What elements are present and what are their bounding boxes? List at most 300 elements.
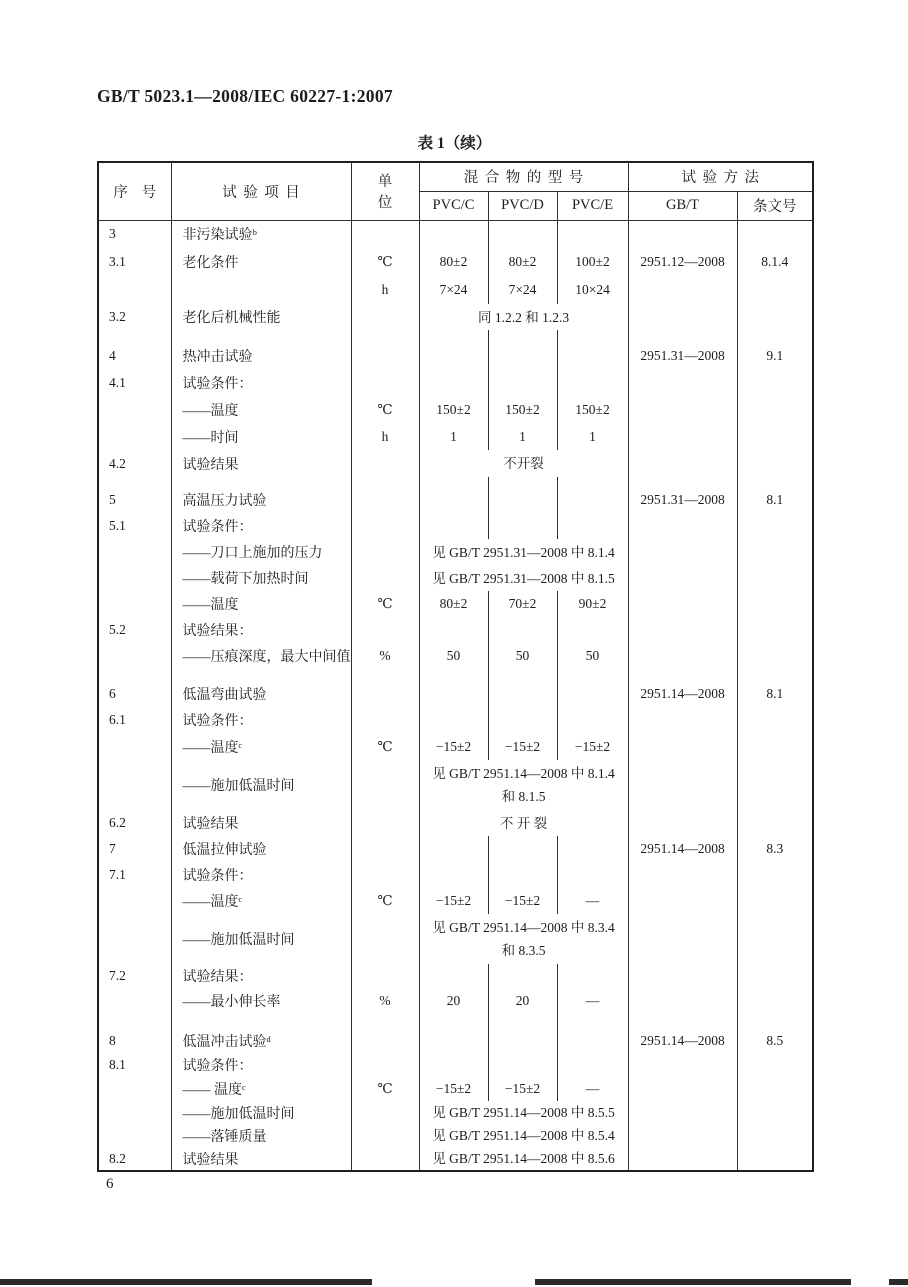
cell-pvc-d [488, 342, 557, 369]
cell-pvc-c [419, 1014, 488, 1028]
cell-pvc-e: 150±2 [557, 396, 628, 423]
cell-item: 老化后机械性能 [171, 304, 351, 330]
cell-unit [351, 1053, 419, 1077]
cell-gbt [628, 1053, 737, 1077]
cell-pvc-c [419, 487, 488, 513]
cell-pvc-d [488, 220, 557, 248]
cell-seq [98, 396, 171, 423]
cell-gbt [628, 810, 737, 836]
cell-pvc-d: −15±2 [488, 733, 557, 760]
cell-clause [737, 1077, 813, 1101]
table-header [98, 162, 813, 220]
cell-item: ——温度ᶜ [171, 733, 351, 760]
cell-pvc-e [557, 707, 628, 733]
cell-pvc-e [557, 220, 628, 248]
cell-gbt [628, 513, 737, 539]
cell-gbt [628, 330, 737, 342]
cell-gbt: 2951.31—2008 [628, 342, 737, 369]
table-row [98, 617, 813, 643]
cell-seq: 8.1 [98, 1053, 171, 1077]
cell-item: ——压痕深度，最大中间值 [171, 643, 351, 669]
table-row [98, 591, 813, 617]
cell-seq: 8 [98, 1028, 171, 1053]
cell-unit [351, 565, 419, 591]
scan-artifact-bar [889, 1279, 908, 1285]
cell-pvc-c: 150±2 [419, 396, 488, 423]
table-row [98, 810, 813, 836]
cell-unit [351, 810, 419, 836]
cell-span-value: 同 1.2.2 和 1.2.3 [419, 304, 628, 330]
cell-unit [351, 1101, 419, 1124]
cell-unit [351, 1014, 419, 1028]
cell-gbt [628, 539, 737, 565]
cell-gbt [628, 1077, 737, 1101]
cell-clause [737, 450, 813, 477]
cell-item: 试验结果： [171, 617, 351, 643]
cell-unit [351, 617, 419, 643]
cell-seq: 7.2 [98, 964, 171, 988]
cell-pvc-d [488, 617, 557, 643]
cell-unit [351, 220, 419, 248]
cell-seq [98, 914, 171, 964]
cell-pvc-c: 80±2 [419, 248, 488, 276]
table-body [98, 220, 813, 1171]
table-row [98, 1124, 813, 1147]
table-row [98, 565, 813, 591]
cell-unit [351, 342, 419, 369]
cell-seq [98, 733, 171, 760]
cell-clause [737, 423, 813, 450]
cell-pvc-d [488, 669, 557, 681]
cell-pvc-c: 50 [419, 643, 488, 669]
scan-artifact-bar [535, 1279, 851, 1285]
cell-item: ——最小伸长率 [171, 988, 351, 1014]
cell-pvc-e: 10×24 [557, 276, 628, 304]
cell-unit: ℃ [351, 248, 419, 276]
cell-clause [737, 1124, 813, 1147]
cell-gbt [628, 862, 737, 888]
cell-pvc-d: 150±2 [488, 396, 557, 423]
cell-pvc-e [557, 1014, 628, 1028]
table-row [98, 1101, 813, 1124]
cell-item [171, 330, 351, 342]
table-row [98, 760, 813, 810]
cell-item: 试验结果 [171, 810, 351, 836]
cell-pvc-c: −15±2 [419, 733, 488, 760]
cell-span-value: 见 GB/T 2951.14—2008 中 8.5.5 [419, 1101, 628, 1124]
test-requirements-table [97, 161, 814, 1172]
cell-unit [351, 477, 419, 487]
cell-clause [737, 964, 813, 988]
cell-gbt [628, 369, 737, 396]
cell-item: 试验条件： [171, 513, 351, 539]
column-header-mixture-group: 混合物的型号 [419, 162, 628, 191]
table-row [98, 1147, 813, 1171]
table-row [98, 369, 813, 396]
cell-seq [98, 669, 171, 681]
cell-clause [737, 810, 813, 836]
cell-pvc-e: −15±2 [557, 733, 628, 760]
cell-seq: 4.1 [98, 369, 171, 396]
cell-item: 高温压力试验 [171, 487, 351, 513]
table-row [98, 450, 813, 477]
cell-pvc-e [557, 669, 628, 681]
column-header-gbt: GB/T [628, 191, 737, 220]
cell-pvc-e [557, 964, 628, 988]
cell-item [171, 1014, 351, 1028]
cell-item: ——刀口上施加的压力 [171, 539, 351, 565]
table-row [98, 964, 813, 988]
cell-unit [351, 862, 419, 888]
cell-seq [98, 643, 171, 669]
cell-seq [98, 330, 171, 342]
cell-gbt [628, 888, 737, 914]
cell-pvc-c [419, 513, 488, 539]
cell-pvc-c [419, 862, 488, 888]
cell-unit [351, 914, 419, 964]
cell-clause [737, 643, 813, 669]
cell-unit [351, 369, 419, 396]
cell-pvc-d [488, 369, 557, 396]
cell-pvc-d: 80±2 [488, 248, 557, 276]
cell-item: ——落锤质量 [171, 1124, 351, 1147]
cell-clause [737, 760, 813, 810]
cell-pvc-c: 80±2 [419, 591, 488, 617]
cell-clause [737, 276, 813, 304]
header-row-1 [98, 162, 813, 191]
cell-pvc-c: 7×24 [419, 276, 488, 304]
cell-gbt [628, 669, 737, 681]
cell-seq [98, 539, 171, 565]
cell-gbt [628, 1101, 737, 1124]
cell-unit: ℃ [351, 733, 419, 760]
table-row [98, 342, 813, 369]
cell-unit [351, 1028, 419, 1053]
table-row [98, 539, 813, 565]
cell-item: 试验条件： [171, 707, 351, 733]
cell-item: 非污染试验ᵇ [171, 220, 351, 248]
cell-item: —— 温度ᶜ [171, 1077, 351, 1101]
cell-item: ——温度 [171, 591, 351, 617]
cell-pvc-d [488, 1028, 557, 1053]
cell-clause [737, 591, 813, 617]
cell-pvc-e: — [557, 888, 628, 914]
table-row [98, 1028, 813, 1053]
cell-unit [351, 304, 419, 330]
cell-pvc-c: −15±2 [419, 1077, 488, 1101]
cell-pvc-e: 1 [557, 423, 628, 450]
cell-pvc-d: 7×24 [488, 276, 557, 304]
cell-item: 低温拉伸试验 [171, 836, 351, 862]
cell-gbt [628, 591, 737, 617]
cell-pvc-e [557, 1028, 628, 1053]
cell-seq [98, 423, 171, 450]
cell-item: 低温冲击试验ᵈ [171, 1028, 351, 1053]
cell-item: 试验条件： [171, 862, 351, 888]
cell-clause [737, 369, 813, 396]
cell-pvc-e [557, 1053, 628, 1077]
cell-unit [351, 1147, 419, 1171]
cell-pvc-d: 70±2 [488, 591, 557, 617]
cell-gbt [628, 1124, 737, 1147]
cell-item: ——施加低温时间 [171, 1101, 351, 1124]
cell-clause [737, 396, 813, 423]
cell-gbt [628, 304, 737, 330]
cell-unit: ℃ [351, 1077, 419, 1101]
table-row [98, 988, 813, 1014]
cell-gbt [628, 617, 737, 643]
table-row [98, 836, 813, 862]
cell-pvc-c: 1 [419, 423, 488, 450]
cell-unit [351, 539, 419, 565]
cell-pvc-d [488, 487, 557, 513]
cell-unit [351, 669, 419, 681]
cell-unit [351, 707, 419, 733]
cell-pvc-e [557, 369, 628, 396]
cell-gbt [628, 707, 737, 733]
cell-unit: h [351, 423, 419, 450]
column-header-clause: 条文号 [737, 191, 813, 220]
cell-pvc-e: — [557, 1077, 628, 1101]
cell-item: ——时间 [171, 423, 351, 450]
cell-pvc-d [488, 707, 557, 733]
cell-pvc-e [557, 487, 628, 513]
table-row [98, 248, 813, 276]
cell-seq [98, 565, 171, 591]
cell-gbt [628, 423, 737, 450]
cell-clause [737, 617, 813, 643]
cell-unit: % [351, 643, 419, 669]
cell-pvc-d [488, 1014, 557, 1028]
table-row [98, 276, 813, 304]
cell-pvc-d: −15±2 [488, 1077, 557, 1101]
cell-item [171, 477, 351, 487]
cell-item: ——温度 [171, 396, 351, 423]
table-row [98, 914, 813, 964]
cell-unit: ℃ [351, 591, 419, 617]
cell-gbt [628, 1147, 737, 1171]
cell-pvc-e [557, 617, 628, 643]
column-header-method-group: 试验方法 [628, 162, 813, 191]
cell-item: 试验条件： [171, 369, 351, 396]
cell-gbt [628, 396, 737, 423]
cell-clause [737, 862, 813, 888]
cell-gbt [628, 565, 737, 591]
table-row [98, 220, 813, 248]
cell-gbt [628, 733, 737, 760]
cell-span-value: 见 GB/T 2951.14—2008 中 8.1.4 和 8.1.5 [419, 760, 628, 810]
cell-unit [351, 681, 419, 707]
cell-pvc-d [488, 681, 557, 707]
cell-unit [351, 450, 419, 477]
spacer-row [98, 669, 813, 681]
cell-clause [737, 565, 813, 591]
cell-unit [351, 760, 419, 810]
cell-pvc-d [488, 477, 557, 487]
cell-clause [737, 914, 813, 964]
cell-seq [98, 1124, 171, 1147]
cell-pvc-c [419, 369, 488, 396]
table-row [98, 733, 813, 760]
cell-seq [98, 1077, 171, 1101]
table-row [98, 1077, 813, 1101]
cell-span-value: 不 开 裂 [419, 810, 628, 836]
cell-span-value: 见 GB/T 2951.31—2008 中 8.1.4 [419, 539, 628, 565]
cell-pvc-e: 100±2 [557, 248, 628, 276]
cell-seq: 4.2 [98, 450, 171, 477]
column-header-item: 试验项目 [171, 162, 351, 220]
cell-seq: 5.2 [98, 617, 171, 643]
cell-item: ——载荷下加热时间 [171, 565, 351, 591]
spacer-row [98, 1014, 813, 1028]
cell-unit: ℃ [351, 396, 419, 423]
cell-seq [98, 591, 171, 617]
cell-pvc-d: 1 [488, 423, 557, 450]
cell-pvc-d [488, 862, 557, 888]
cell-clause [737, 220, 813, 248]
cell-clause: 9.1 [766, 347, 784, 363]
cell-pvc-d [488, 513, 557, 539]
cell-seq: 3.2 [98, 304, 171, 330]
cell-unit: h [351, 276, 419, 304]
cell-span-value: 见 GB/T 2951.31—2008 中 8.1.5 [419, 565, 628, 591]
cell-pvc-e [557, 862, 628, 888]
cell-seq: 7 [98, 836, 171, 862]
cell-span-value: 见 GB/T 2951.14—2008 中 8.5.6 [419, 1147, 628, 1171]
cell-span-value: 见 GB/T 2951.14—2008 中 8.3.4 和 8.3.5 [419, 914, 628, 964]
cell-pvc-e: — [557, 988, 628, 1014]
cell-unit [351, 1124, 419, 1147]
cell-gbt: 2951.31—2008 [628, 487, 737, 513]
cell-clause [737, 888, 813, 914]
table-title: 表 1（续） [417, 135, 492, 152]
cell-seq [98, 1101, 171, 1124]
cell-gbt [628, 450, 737, 477]
cell-seq: 3 [98, 220, 171, 248]
column-header-unit: 单位 [351, 162, 419, 220]
cell-pvc-e: 50 [557, 643, 628, 669]
cell-pvc-d: 50 [488, 643, 557, 669]
cell-pvc-e [557, 836, 628, 862]
cell-unit [351, 330, 419, 342]
cell-pvc-d [488, 1053, 557, 1077]
cell-pvc-e [557, 681, 628, 707]
cell-seq: 6.2 [98, 810, 171, 836]
cell-pvc-c: 20 [419, 988, 488, 1014]
cell-clause [737, 669, 813, 681]
cell-gbt [628, 1014, 737, 1028]
cell-pvc-e [557, 513, 628, 539]
cell-seq: 5.1 [98, 513, 171, 539]
scan-artifact-bar [0, 1279, 372, 1285]
page-number: 6 [106, 1176, 114, 1192]
cell-unit [351, 513, 419, 539]
column-header-pvc-d: PVC/D [488, 191, 557, 220]
cell-pvc-c [419, 220, 488, 248]
cell-clause [737, 1053, 813, 1077]
cell-item: 老化条件 [171, 248, 351, 276]
cell-pvc-c [419, 681, 488, 707]
cell-pvc-e [557, 477, 628, 487]
cell-gbt [628, 914, 737, 964]
cell-gbt: 2951.14—2008 [628, 681, 737, 707]
cell-pvc-c [419, 1028, 488, 1053]
cell-unit [351, 964, 419, 988]
cell-clause [737, 513, 813, 539]
table-row [98, 888, 813, 914]
cell-clause: 8.1.4 [761, 254, 789, 269]
cell-item [171, 276, 351, 304]
cell-gbt [628, 760, 737, 810]
cell-pvc-e: 90±2 [557, 591, 628, 617]
table-row [98, 707, 813, 733]
table-row [98, 681, 813, 707]
cell-pvc-c [419, 477, 488, 487]
cell-clause [737, 330, 813, 342]
cell-seq: 7.1 [98, 862, 171, 888]
cell-clause [737, 304, 813, 330]
cell-pvc-c [419, 836, 488, 862]
cell-pvc-e [557, 342, 628, 369]
cell-pvc-d [488, 836, 557, 862]
table-row [98, 862, 813, 888]
document-code: GB/T 5023.1—2008/IEC 60227-1:2007 [97, 86, 393, 106]
cell-gbt: 2951.14—2008 [628, 836, 737, 862]
cell-unit: % [351, 988, 419, 1014]
cell-seq [98, 988, 171, 1014]
cell-seq [98, 477, 171, 487]
table-row [98, 396, 813, 423]
cell-seq: 6.1 [98, 707, 171, 733]
cell-seq: 6 [98, 681, 171, 707]
cell-pvc-c [419, 330, 488, 342]
cell-clause [737, 1101, 813, 1124]
cell-unit: ℃ [351, 888, 419, 914]
cell-pvc-c: −15±2 [419, 888, 488, 914]
cell-seq [98, 888, 171, 914]
cell-clause: 8.3 [766, 841, 784, 856]
cell-unit [351, 836, 419, 862]
cell-span-value: 见 GB/T 2951.14—2008 中 8.5.4 [419, 1124, 628, 1147]
table-row [98, 487, 813, 513]
table-row [98, 304, 813, 330]
cell-pvc-c [419, 964, 488, 988]
column-header-seq: 序号 [98, 162, 171, 220]
cell-gbt [628, 276, 737, 304]
cell-pvc-c [419, 342, 488, 369]
cell-clause [737, 539, 813, 565]
cell-gbt [628, 220, 737, 248]
cell-gbt [628, 477, 737, 487]
cell-pvc-c [419, 1053, 488, 1077]
cell-clause [737, 707, 813, 733]
spacer-row [98, 477, 813, 487]
cell-seq: 8.2 [98, 1147, 171, 1171]
cell-clause [737, 733, 813, 760]
cell-span-value: 不开裂 [419, 450, 628, 477]
cell-clause [737, 988, 813, 1014]
cell-gbt [628, 643, 737, 669]
cell-item: 试验结果： [171, 964, 351, 988]
cell-seq: 3.1 [98, 248, 171, 276]
cell-pvc-c [419, 617, 488, 643]
cell-seq: 4 [98, 342, 171, 369]
cell-clause: 8.5 [766, 1032, 784, 1048]
column-header-pvc-e: PVC/E [557, 191, 628, 220]
cell-pvc-c [419, 669, 488, 681]
table-row [98, 1053, 813, 1077]
cell-clause [737, 1014, 813, 1028]
